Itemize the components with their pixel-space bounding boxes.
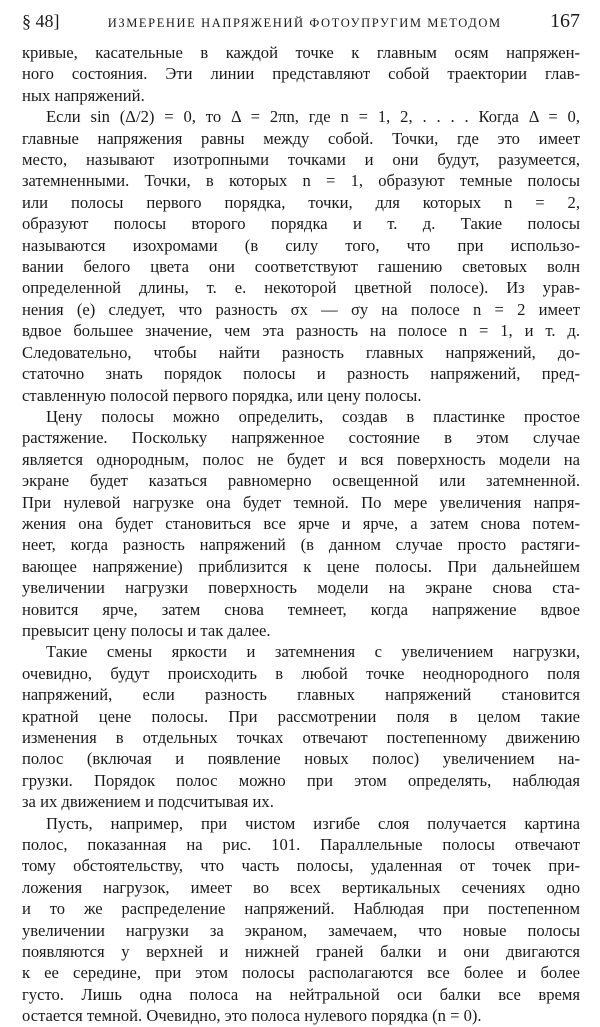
text-line: ставленную полосой первого порядка, или цену полосы. [22, 385, 422, 405]
body-text [22, 42, 580, 1027]
text-line: густо. Лишь одна полоса на нейтральной оси балки все время [22, 984, 580, 1004]
text-line: статочно знать порядок полосы и разность напряжений, пред- [22, 364, 580, 384]
text-line: Если sin (Δ/2) = 0, то Δ = 2πn, где n = 1, 2, . . . . Когда Δ = 0, [46, 107, 580, 127]
text-line: нения (е) следует, что разность σx — σy на полосе n = 2 имеет [22, 299, 580, 319]
text-line: или полосы первого порядка, точки, для которых n = 2, [22, 192, 580, 212]
text-line: вании белого цвета они соответствуют гашению световых волн [22, 257, 580, 277]
text-line: и то же распределение напряжений. Наблюдая при постепенном [22, 899, 580, 919]
text-line: кривые, касательные в каждой точке к главным осям напряжен- [22, 43, 580, 62]
running-head-title: ИЗМЕРЕНИЕ НАПРЯЖЕНИЙ ФОТОУПРУГИМ МЕТОДОМ [107, 16, 502, 30]
text-line: грузки. Порядок полос можно при этом определять, наблюдая [22, 770, 580, 790]
text-line: вающее напряжение) приблизится к цене полосы. При дальнейшем [22, 556, 580, 576]
text-line: тому обстоятельству, что часть полосы, удаленная от точек при- [22, 856, 580, 876]
paragraph [22, 813, 580, 1027]
text-line: Следовательно, чтобы найти разность главных напряжений, до- [22, 342, 580, 362]
running-head [22, 10, 580, 42]
text-line: является однородным, полос не будет и вся поверхность модели на [22, 449, 580, 469]
text-line: ного состояния. Эти линии представляют собой траектории глав- [22, 64, 580, 84]
paragraph [22, 406, 580, 641]
text-line: Такие смены яркости и затемнения с увеличением нагрузки, [46, 642, 580, 662]
text-line: за их движением и подсчитывая их. [22, 792, 274, 812]
text-line: увеличении нагрузки поверхность модели на экране снова ста- [22, 578, 580, 598]
text-line: Пусть, например, при чистом изгибе слоя получается картина [46, 813, 580, 833]
paragraph [22, 641, 580, 812]
text-line: ложения нагрузок, имеет во всех вертикальных сечениях одно [22, 877, 580, 897]
text-line: жения она будет становиться все ярче и ярче, а затем снова потем- [22, 513, 580, 533]
text-line: появляются у верхней и нижней граней балки и они двигаются [22, 942, 580, 962]
text-line: вдвое большее значение, чем эта разность на полосе n = 1, и т. д. [22, 321, 580, 341]
text-line: место, называют изотропными точками и они будут, разумеется, [22, 150, 580, 170]
text-line: При нулевой нагрузке она будет темной. По мере увеличения напря- [22, 492, 580, 512]
text-line: полос, показанная на рис. 101. Параллельные полосы отвечают [22, 835, 580, 855]
text-line: неет, когда разность напряжений (в данном случае просто растяги- [22, 535, 580, 555]
text-line: новится ярче, затем снова темнеет, когда напряжение вдвое [22, 599, 580, 619]
text-line: затемненными. Точки, в которых n = 1, образуют темные полосы [22, 171, 580, 191]
text-line: Цену полосы можно определить, создав в пластинке простое [46, 406, 580, 426]
text-line: напряжений, если разность главных напряжений становится [22, 685, 580, 705]
page-number: 167 [549, 10, 580, 32]
text-line: главные напряжения равны между собой. Точки, где это имеет [22, 128, 580, 148]
text-line: превысит цену полосы и так далее. [22, 620, 271, 640]
text-line: ных напряжений. [22, 85, 145, 105]
text-line: очевидно, будут происходить в любой точке неоднородного поля [22, 663, 580, 683]
paragraph [22, 42, 580, 106]
text-line: к ее середине, при этом полосы располагаются все более и более [22, 963, 580, 983]
text-line: кратной цене полосы. При рассмотрении поля в целом такие [22, 706, 580, 726]
text-line: увеличении нагрузки за экраном, замечаем, что новые полосы [22, 920, 580, 940]
text-line: остается темной. Очевидно, это полоса нулевого порядка (n = 0). [22, 1006, 482, 1026]
text-line: экране будет казаться равномерно освещенной или затемненной. [22, 471, 580, 491]
section-mark: § 48] [22, 11, 60, 31]
text-line: называются изохромами (в силу того, что при использо- [22, 235, 580, 255]
text-line: растяжение. Поскольку напряженное состояние в этом случае [22, 428, 580, 448]
text-line: изменения в отдельных точках отвечают постепенному движению [22, 728, 580, 747]
text-line: образуют полосы второго порядка и т. д. Такие полосы [22, 214, 580, 234]
text-line: полос (включая и появление новых полос) увеличением на- [22, 749, 580, 769]
text-line: определенной длины, т. е. некоторой цветной полосе). Из урав- [22, 278, 580, 298]
paragraph [22, 106, 580, 406]
